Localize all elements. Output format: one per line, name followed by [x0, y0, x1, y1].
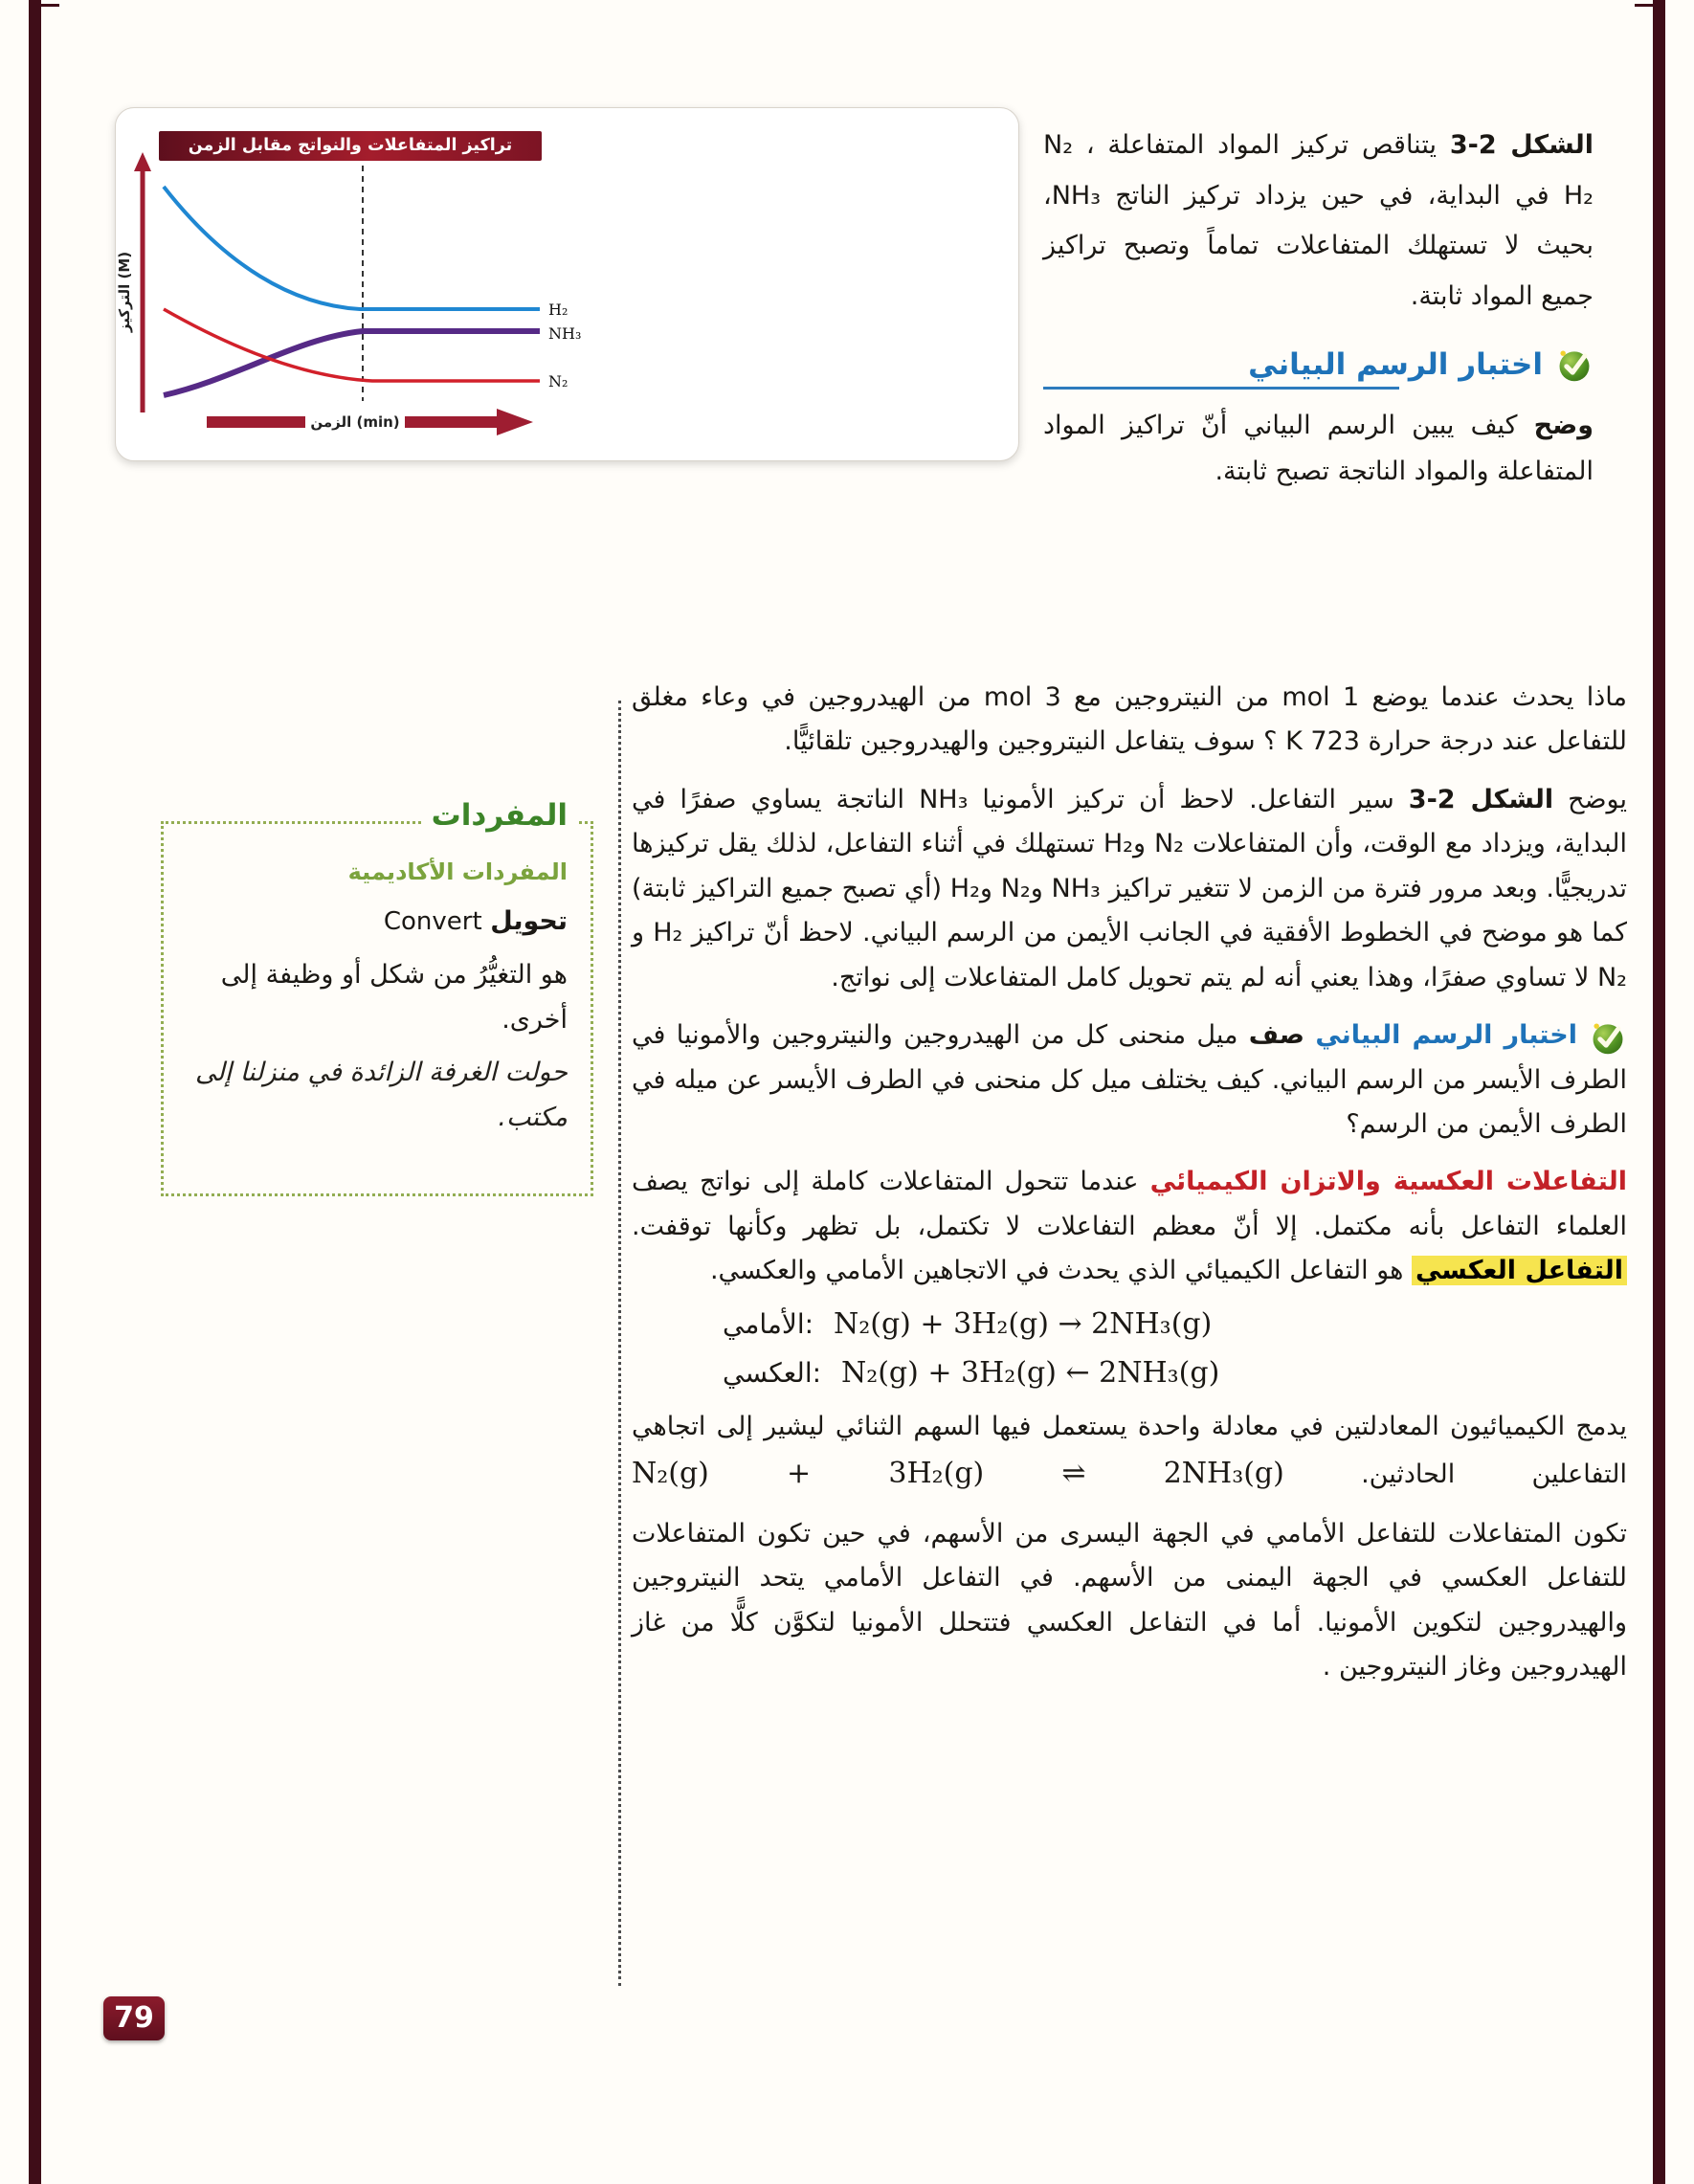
- paragraph-intro: ماذا يحدث عندما يوضع 1 mol من النيتروجين مع 3 mol من الهيدروجين في وعاء مغلق للتفاعل عند درجة حرارة 723 K ؟ سوف يتفاعل النيتروجين والهيدروجين تلقائيًّا.: [632, 682, 1627, 757]
- nh3-curve-label: NH₃: [548, 324, 582, 343]
- concentration-vs-time-chart: [116, 108, 1020, 462]
- check-icon: [1589, 1018, 1627, 1057]
- check-icon: [1555, 345, 1594, 384]
- section-heading: التفاعلات العكسية والاتزان الكيميائي: [1149, 1167, 1627, 1197]
- reverse-reaction-equation: العكسي: N₂(g) + 3H₂(g) ← 2NH₃(g): [723, 1355, 1220, 1390]
- n2-curve: [164, 309, 540, 381]
- crop-mark-top-right: [1635, 4, 1665, 7]
- figure-caption-text: يتناقص تركيز المواد المتفاعلة N₂ ، H₂ في البداية، في حين يزداد تركيز الناتج NH₃، بحيث لا تستهلك المتفاعلات تماماً وتصبح تراكيز جميع المواد ثابتة.: [1043, 130, 1594, 311]
- vocabulary-term: تحويل Convert: [383, 906, 568, 936]
- equilibrium-equation: N₂(g) + 3H₂(g) ⇌ 2NH₃(g): [632, 1457, 1284, 1491]
- page-border-right: [1653, 0, 1665, 2184]
- vocabulary-term-english: Convert: [383, 907, 482, 936]
- paragraph-direction-explanation: تكون المتفاعلات للتفاعل الأمامي في الجهة اليسرى من الأسهم، في حين تكون المتفاعلات للتفاعل العكسي في الجهة اليمنى من الأسهم. في التفاعل الأمامي يتحد النيتروجين والهيدروجين لتكوين الأمونيا. أما في التفاعل العكسي فتتحلل الأمونيا لتكوَّن كلًّا من غاز الهيدروجين وغاز النيتروجين .: [632, 1518, 1627, 1683]
- heading-underline: [1043, 387, 1399, 390]
- crop-mark-top-left: [29, 4, 59, 7]
- graph-check-heading: اختبار الرسم البياني: [1248, 346, 1543, 382]
- graph-check-heading-inline: اختبار الرسم البياني: [1315, 1020, 1577, 1051]
- figure-reference: الشكل 2-3: [1408, 784, 1554, 814]
- figure-caption: [1043, 121, 1594, 323]
- caption-column: [1043, 121, 1594, 496]
- n2-curve-label: N₂: [548, 372, 568, 390]
- highlighted-term-reverse-reaction: التفاعل العكسي: [1412, 1256, 1627, 1285]
- figure-caption-label: الشكل 2-3: [1449, 130, 1594, 160]
- figure-banner-title: تراكيز المتفاعلات والنواتج مقابل الزمن: [159, 131, 542, 161]
- academic-vocabulary-subtitle: المفردات الأكاديمية: [347, 858, 568, 885]
- vocabulary-example: حولت الغرفة الزائدة في منزلنا إلى مكتب.: [194, 1058, 568, 1133]
- page-number-badge: 79: [103, 1996, 165, 2040]
- paragraph-figure-discussion: يوضح الشكل 2-3 سير التفاعل. لاحظ أن تركيز الأمونيا NH₃ الناتجة يساوي صفرًا في البداية، ويزداد مع الوقت، وأن المتفاعلات N₂ وH₂ تستهلك في أثناء التفاعل، لذلك يقل تركيزها تدريجيًّا. وبعد مرور فترة من الزمن لا تتغير تراكيز NH₃ وN₂ وH₂ (أي تصبح جميع التراكيز ثابتة) كما هو موضح في الخطوط الأفقية في الجانب الأيمن من الرسم البياني. لاحظ أنّ تراكيز H₂ و N₂ لا تساوي صفرًا، وهذا يعني أنه لم يتم تحويل كامل المتفاعلات إلى نواتج.: [632, 784, 1627, 992]
- graph-check-paragraph: اختبار الرسم البياني صف ميل منحنى كل من الهيدروجين والنيتروجين والأمونيا في الطرف الأيسر من الرسم البياني. كيف يختلف ميل كل منحنى في الطرف الأيسر عن ميله في الطرف الأيمن من الرسم؟: [632, 1020, 1627, 1139]
- page-border-left: [29, 0, 41, 2184]
- nh3-curve: [164, 331, 540, 395]
- h2-curve: [164, 187, 540, 309]
- graph-check-lead: وضح: [1533, 410, 1594, 440]
- x-axis-label: الزمن (min): [310, 413, 400, 431]
- graph-check-heading-row: [1043, 345, 1594, 384]
- graph-check-question: وضح كيف يبين الرسم البياني أنّ تراكيز المواد المتفاعلة والمواد الناتجة تصبح ثابتة.: [1043, 410, 1594, 487]
- column-divider: [618, 701, 621, 1986]
- section-reversible-reactions: التفاعلات العكسية والاتزان الكيميائي عندما تتحول المتفاعلات كاملة إلى نواتج يصف العلماء التفاعل بأنه مكتمل. إلا أنّ معظم التفاعلات لا تكتمل، بل تظهر وكأنها توقفت. التفاعل العكسي هو التفاعل الكيميائي الذي يحدث في الاتجاهين الأمامي والعكسي.: [632, 1167, 1627, 1286]
- figure-2-3-card: [115, 107, 1019, 461]
- h2-curve-label: H₂: [548, 301, 568, 319]
- y-axis-arrowhead: [134, 152, 151, 171]
- paragraph-combined-equation: يدمج الكيميائيون المعادلتين في معادلة واحدة يستعمل فيها السهم الثنائي ليشير إلى اتجاهي التفاعلين الحادثين. N₂(g) + 3H₂(g) ⇌ 2NH₃(g): [632, 1411, 1627, 1491]
- main-text-column: [632, 676, 1627, 1703]
- y-axis-label: التركيز (M): [116, 251, 133, 333]
- vocabulary-box: [161, 798, 593, 1196]
- graph-check-lead-inline: صف: [1248, 1020, 1305, 1051]
- vocabulary-title: المفردات: [422, 798, 577, 833]
- vocabulary-definition: هو التغيُّرُ من شكل أو وظيفة إلى أخرى.: [220, 959, 568, 1035]
- forward-reaction-equation: الأمامي: N₂(g) + 3H₂(g) → 2NH₃(g): [723, 1306, 1213, 1341]
